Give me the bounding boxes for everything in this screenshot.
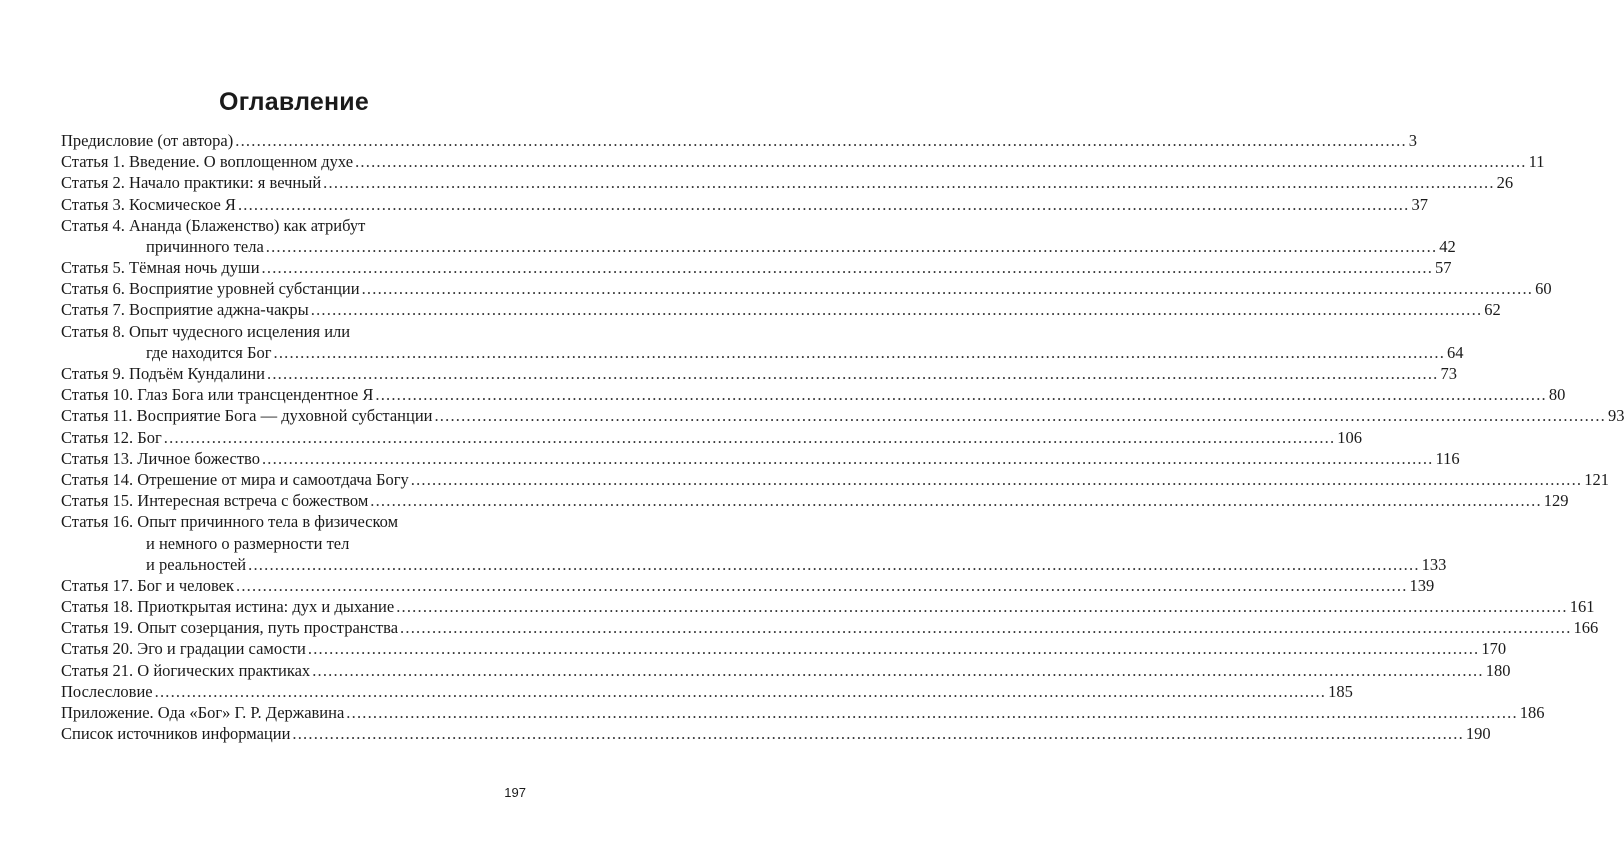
dot-leader: ............................................................................................................................................................................................................................: [361, 279, 1534, 299]
toc-entry-title: Статья 16. Опыт причинного тела в физическом: [61, 512, 399, 532]
table-of-contents: [61, 130, 1624, 744]
toc-entry-title: Приложение. Ода «Бог» Г. Р. Державина: [61, 703, 345, 723]
toc-entry: [61, 596, 1595, 617]
toc-entry-page: 166: [1573, 618, 1599, 638]
toc-heading: Оглавление: [219, 88, 369, 116]
dot-leader: ............................................................................................................................................................................................................................: [248, 554, 1420, 574]
toc-entry: [61, 639, 1507, 660]
toc-entry: [61, 660, 1511, 681]
toc-entry-title: Статья 7. Восприятие аджна-чакры: [61, 300, 309, 320]
toc-entry: [61, 194, 1428, 215]
toc-entry-page: 80: [1548, 385, 1566, 405]
toc-entry: [61, 490, 1569, 511]
dot-leader: ............................................................................................................................................................................................................................: [261, 258, 1434, 278]
dot-leader: ............................................................................................................................................................................................................................: [236, 575, 1408, 595]
dot-leader: ............................................................................................................................................................................................................................: [355, 152, 1527, 172]
toc-entry-title: Статья 19. Опыт созерцания, путь пространства: [61, 618, 399, 638]
toc-entry-page: 93: [1607, 406, 1624, 426]
toc-entry: [61, 575, 1435, 596]
toc-entry-page: 60: [1535, 279, 1552, 299]
toc-entry: [61, 511, 1447, 575]
toc-entry-title: Статья 6. Восприятие уровней субстанции: [61, 279, 360, 299]
toc-entry-title: Статья 5. Тёмная ночь души: [61, 258, 260, 278]
toc-entry-page: 42: [1439, 236, 1456, 256]
toc-entry: [61, 130, 1418, 151]
toc-entry-page: 57: [1435, 258, 1452, 278]
page-number: 197: [504, 785, 526, 800]
toc-entry-title: Статья 14. Отрешение от мира и самоотдача Богу: [61, 469, 409, 489]
toc-entry-page: 133: [1421, 554, 1447, 574]
toc-entry: [61, 384, 1566, 405]
toc-entry-page: 180: [1485, 660, 1511, 680]
toc-entry-title: Статья 11. Восприятие Бога — духовной субстанции: [61, 406, 433, 426]
dot-leader: ............................................................................................................................................................................................................................: [400, 618, 1572, 638]
toc-entry-page: 116: [1435, 448, 1460, 468]
toc-entry: [61, 215, 1456, 257]
toc-entry-title: Статья 17. Бог и человек: [61, 575, 235, 595]
toc-entry: [61, 681, 1353, 702]
dot-leader: ............................................................................................................................................................................................................................: [154, 681, 1327, 701]
toc-entry-page: 185: [1328, 681, 1353, 701]
toc-entry: [61, 172, 1514, 193]
toc-entry: [61, 448, 1460, 469]
toc-entry-continuation: где находится Бог: [146, 342, 272, 362]
toc-entry-title: Статья 1. Введение. О воплощенном духе: [61, 152, 354, 172]
toc-entry-page: 37: [1411, 194, 1428, 214]
dot-leader: ............................................................................................................................................................................................................................: [310, 300, 1483, 320]
dot-leader: ............................................................................................................................................................................................................................: [312, 660, 1484, 680]
toc-entry: [61, 257, 1452, 278]
toc-entry-page: 106: [1337, 427, 1363, 447]
toc-entry: [61, 469, 1609, 490]
toc-entry: [61, 300, 1501, 321]
toc-entry-title: Статья 3. Космическое Я: [61, 194, 236, 214]
dot-leader: ............................................................................................................................................................................................................................: [307, 639, 1480, 659]
toc-entry-page: 121: [1584, 469, 1609, 489]
toc-entry-page: 3: [1408, 130, 1418, 150]
toc-entry-title: Статья 13. Личное божество: [61, 448, 260, 468]
dot-leader: ............................................................................................................................................................................................................................: [396, 597, 1568, 617]
toc-entry-page: 26: [1496, 173, 1514, 193]
toc-entry-page: 11: [1528, 152, 1545, 172]
dot-leader: ............................................................................................................................................................................................................................: [163, 427, 1336, 447]
toc-entry-title: Статья 18. Приоткрытая истина: дух и дыхание: [61, 597, 395, 617]
toc-entry-title: Статья 20. Эго и градации самости: [61, 639, 306, 659]
toc-entry-title: Список источников информации: [61, 724, 291, 744]
toc-entry: [61, 427, 1363, 448]
toc-entry-continuation: причинного тела: [146, 236, 264, 256]
toc-entry: [61, 617, 1599, 638]
toc-entry-page: 62: [1484, 300, 1501, 320]
toc-entry-title: Статья 12. Бог: [61, 427, 162, 447]
dot-leader: ............................................................................................................................................................................................................................: [273, 342, 1446, 362]
toc-entry: [61, 405, 1624, 426]
dot-leader: ............................................................................................................................................................................................................................: [261, 448, 1434, 468]
dot-leader: ............................................................................................................................................................................................................................: [235, 130, 1407, 150]
dot-leader: ............................................................................................................................................................................................................................: [370, 491, 1542, 511]
dot-leader: ............................................................................................................................................................................................................................: [346, 703, 1518, 723]
toc-entry-continuation: и реальностей: [146, 554, 247, 574]
toc-entry-title: Статья 15. Интересная встреча с божеством: [61, 491, 369, 511]
toc-entry: [61, 723, 1491, 744]
toc-entry: [61, 702, 1545, 723]
toc-entry: [61, 321, 1464, 363]
dot-leader: ............................................................................................................................................................................................................................: [375, 385, 1547, 405]
toc-entry-title: Послесловие: [61, 681, 153, 701]
toc-entry-continuation: и немного о размерности тел: [146, 533, 350, 553]
toc-entry: [61, 151, 1545, 172]
toc-entry-page: 139: [1409, 575, 1435, 595]
toc-entry-title: Статья 8. Опыт чудесного исцеления или: [61, 321, 351, 341]
toc-entry-title: Статья 21. О йогических практиках: [61, 660, 311, 680]
toc-entry-title: Статья 10. Глаз Бога или трансцендентное Я: [61, 385, 374, 405]
toc-entry-title: Статья 4. Ананда (Блаженство) как атрибут: [61, 215, 366, 235]
toc-entry: [61, 363, 1457, 384]
toc-entry: [61, 278, 1552, 299]
toc-entry-title: Статья 2. Начало практики: я вечный: [61, 173, 322, 193]
toc-entry-page: 170: [1481, 639, 1507, 659]
toc-entry-page: 190: [1465, 724, 1491, 744]
toc-entry-page: 73: [1440, 364, 1457, 384]
dot-leader: ............................................................................................................................................................................................................................: [434, 406, 1606, 426]
toc-entry-page: 129: [1543, 491, 1569, 511]
toc-entry-page: 186: [1519, 703, 1545, 723]
dot-leader: ............................................................................................................................................................................................................................: [265, 236, 1438, 256]
toc-entry-page: 161: [1569, 597, 1595, 617]
dot-leader: ............................................................................................................................................................................................................................: [237, 194, 1410, 214]
dot-leader: ............................................................................................................................................................................................................................: [267, 364, 1439, 384]
dot-leader: ............................................................................................................................................................................................................................: [292, 724, 1464, 744]
toc-entry-page: 64: [1447, 342, 1464, 362]
toc-entry-title: Статья 9. Подъём Кундалини: [61, 364, 265, 384]
dot-leader: ............................................................................................................................................................................................................................: [410, 469, 1583, 489]
toc-entry-title: Предисловие (от автора): [61, 130, 234, 150]
dot-leader: ............................................................................................................................................................................................................................: [323, 173, 1495, 193]
